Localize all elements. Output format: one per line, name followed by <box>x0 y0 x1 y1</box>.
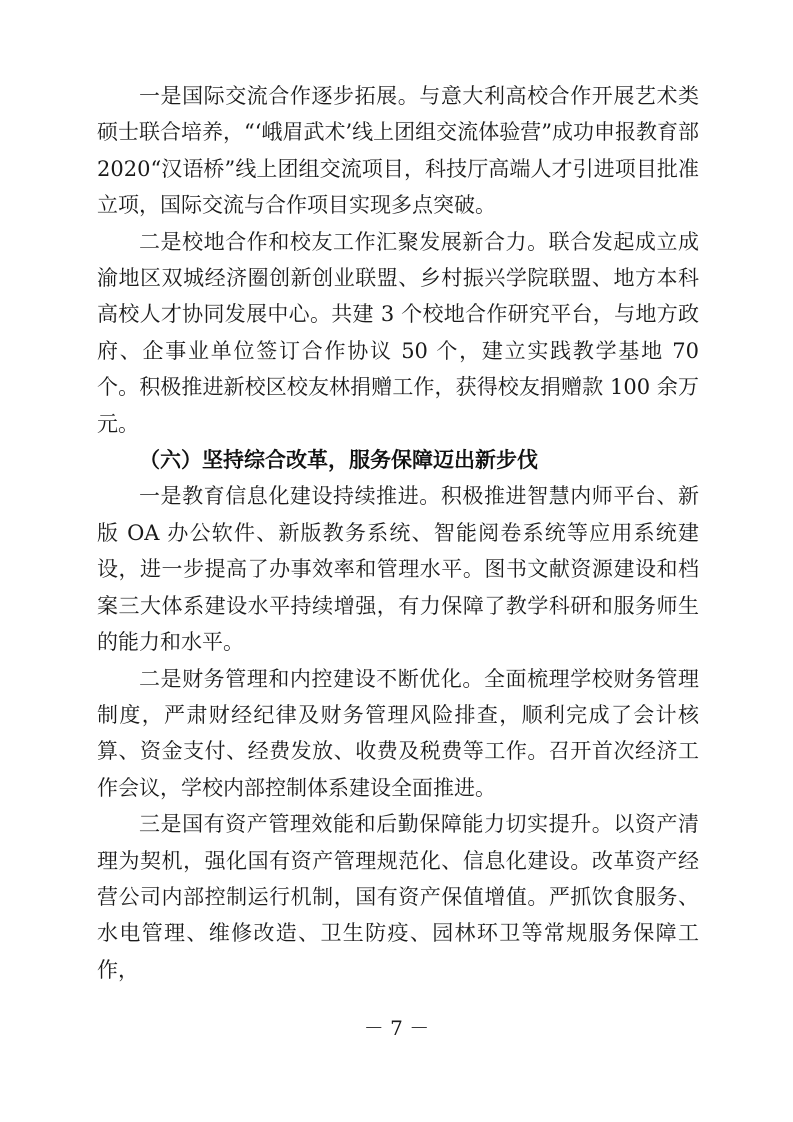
paragraph-finance-management: 二是财务管理和内控建设不断优化。全面梳理学校财务管理制度，严肃财经纪律及财务管理风险排查，顺利完成了会计核算、资金支付、经费发放、收费及税费等工作。召开首次经济工作会议，学校内部控制体系建设全面推进。 <box>97 666 699 800</box>
document-body <box>97 78 699 988</box>
paragraph-international-exchange: 一是国际交流合作逐步拓展。与意大利高校合作开展艺术类硕士联合培养，“‘峨眉武术’线上团组交流体验营”成功申报教育部 2020“汉语桥”线上团组交流项目，科技厅高端人才引进项目批准立项，国际交流与合作项目实现多点突破。 <box>97 84 699 218</box>
paragraph-education-informatization: 一是教育信息化建设持续推进。积极推进智慧内师平台、新版 OA 办公软件、新版教务系统、智能阅卷系统等应用系统建设，进一步提高了办事效率和管理水平。图书文献资源建设和档案三大体系建设水平持续增强，有力保障了教学科研和服务师生的能力和水平。 <box>97 484 699 655</box>
paragraph-school-local-cooperation: 二是校地合作和校友工作汇聚发展新合力。联合发起成立成渝地区双城经济圈创新创业联盟、乡村振兴学院联盟、地方本科高校人才协同发展中心。共建 3 个校地合作研究平台，与地方政府、企事业单位签订合作协议 50 个，建立实践教学基地 70 个。积极推进新校区校友林捐赠工作，获得校友捐赠款 100 余万元。 <box>97 229 699 436</box>
section-heading: （六）坚持综合改革，服务保障迈出新步伐 <box>139 448 538 473</box>
paragraph-asset-management: 三是国有资产管理效能和后勤保障能力切实提升。以资产清理为契机，强化国有资产管理规范化、信息化建设。改革资产经营公司内部控制运行机制，国有资产保值增值。严抓饮食服务、水电管理、维修改造、卫生防疫、园林环卫等常规服务保障工作， <box>97 812 699 982</box>
page-number: － 7 － <box>363 1016 430 1040</box>
